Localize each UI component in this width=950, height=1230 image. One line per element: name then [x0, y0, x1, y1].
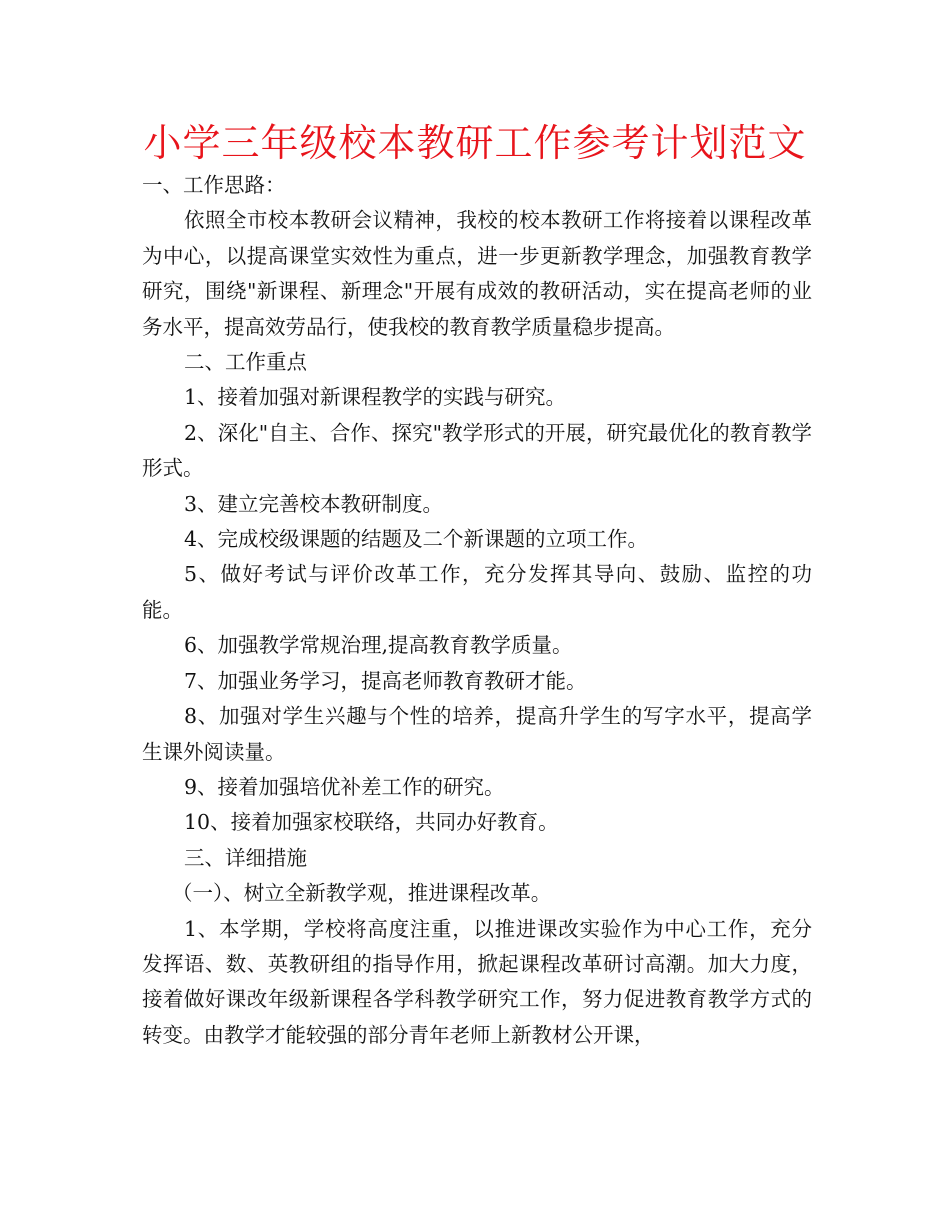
list-item-point: 10、接着加强家校联络，共同办好教育。: [184, 810, 559, 835]
list-item-point: 8、加强对学生兴趣与个性的培养，提高升学生的写字水平，提高学生课外阅读量。: [142, 704, 812, 764]
subsection-heading-curriculum: （一）、树立全新教学观，推进课程改革。: [172, 881, 552, 906]
section-heading-thinking: 一、工作思路：: [142, 173, 286, 197]
list-item-point: 2、深化"自主、合作、探究"教学形式的开展，研究最优化的教育教学形式。: [142, 420, 812, 481]
section-heading-measures: 三、详细措施: [184, 845, 307, 870]
paragraph-measure-1: 1、本学期，学校将高度注重，以推进课改实验作为中心工作，充分发挥语、数、英教研组的指导作用，掀起课程改革研讨高潮。加大力度，接着做好课改年级新课程各学科教学研究工作，努力促进教育教学方式的转变。由教学才能较强的部分青年老师上新教材公开课，: [142, 916, 812, 1047]
list-item-point: 5、做好考试与评价改革工作，充分发挥其导向、鼓励、监控的功能。: [142, 562, 812, 622]
list-item-point: 3、建立完善校本教研制度。: [184, 491, 444, 516]
document-title: 小学三年级校本教研工作参考计划范文: [143, 121, 807, 165]
list-item-point: 6、加强教学常规治理,提高教育教学质量。: [184, 633, 573, 658]
section-heading-key-points: 二、工作重点: [184, 350, 307, 375]
list-item-point: 4、完成校级课题的结题及二个新课题的立项工作。: [184, 527, 649, 552]
list-item-point: 1、接着加强对新课程教学的实践与研究。: [184, 385, 567, 410]
document-body: [142, 168, 812, 1053]
list-item-point: 9、接着加强培优补差工作的研究。: [184, 774, 505, 799]
list-item-point: 7、加强业务学习，提高老师教育教研才能。: [184, 668, 587, 693]
paragraph-thinking: 依照全市校本教研会议精神，我校的校本教研工作将接着以课程改革为中心，以提高课堂实效性为重点，进一步更新教学理念，加强教育教学研究，围绕"新课程、新理念"开展有成效的教研活动，实在提高老师的业务水平，提高效劳品行，使我校的教育教学质量稳步提高。: [142, 208, 812, 339]
